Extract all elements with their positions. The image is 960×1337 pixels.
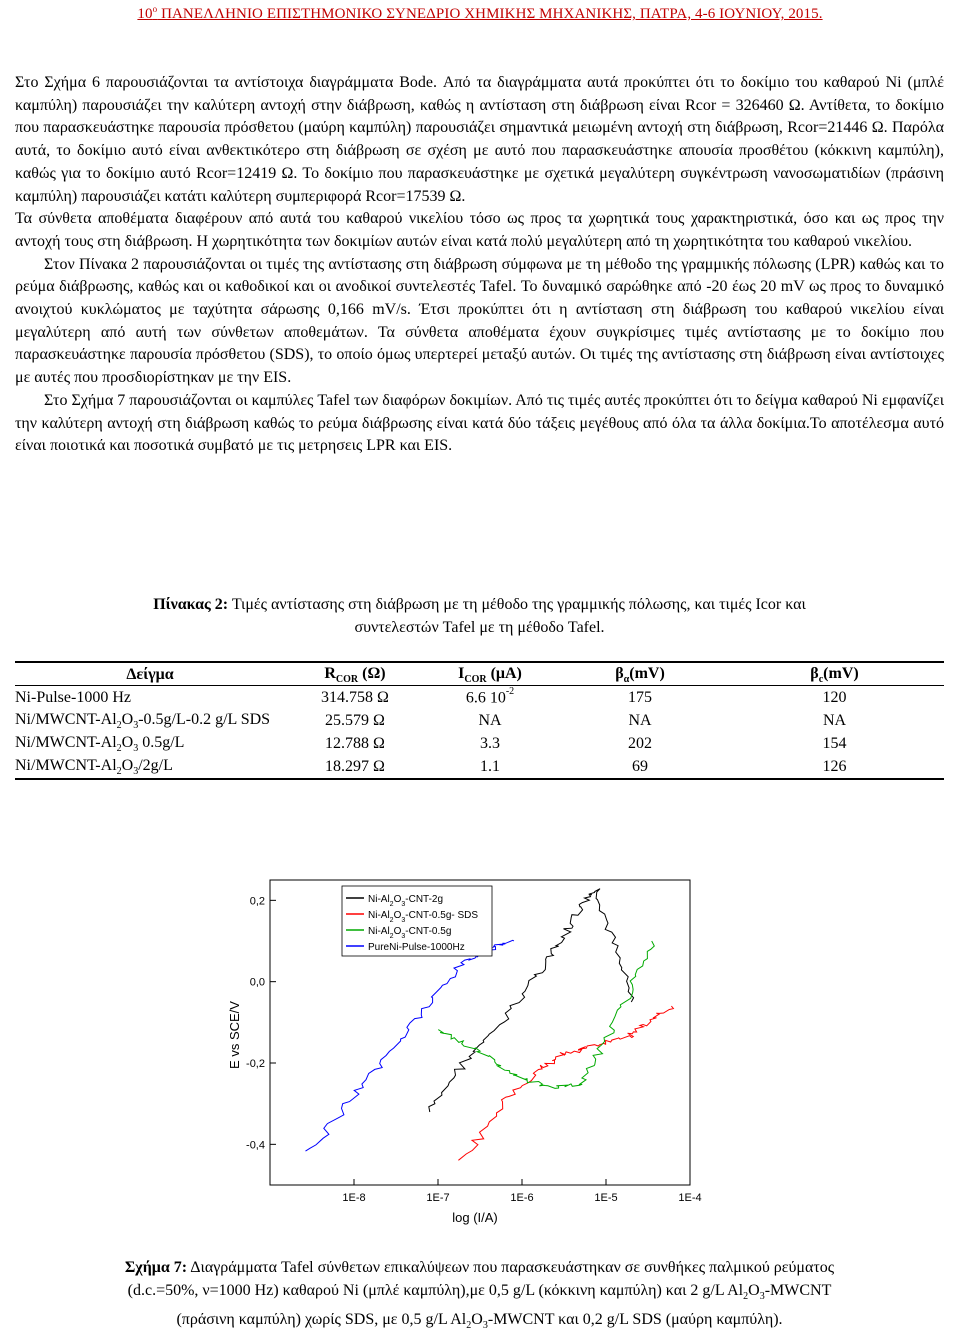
figure-caption-line2: (d.c.=50%, ν=1000 Hz) καθαρού Ni (μπλέ καμπύλη),με 0,5 g/L (κόκκινη καμπύλη) και 2 g/L Al	[127, 1282, 744, 1299]
legend-entry: PureNi-Pulse-1000Hz	[368, 942, 465, 953]
cell-icor: 1.1	[425, 755, 555, 779]
y-tick-label: 0,0	[249, 976, 265, 989]
y-tick-label: -0,2	[246, 1058, 265, 1070]
table-caption-label: Πίνακας 2:	[153, 596, 229, 613]
table-row	[15, 709, 944, 732]
cell-rcor: 18.297 Ω	[285, 755, 425, 779]
cell-icor: 6.6 $10^{-2}$	[465, 686, 515, 707]
cell-sample: $Ni/MWCNT-Al_2O_3/2g/L$	[15, 755, 285, 779]
header-sample: Δείγμα	[15, 662, 285, 686]
cell-beta-c: 154	[822, 734, 847, 752]
results-table	[15, 661, 944, 780]
table-caption-line2: συντελεστών Tafel με τη μέθοδο Tafel.	[354, 619, 605, 636]
cell-beta-a: 202	[628, 734, 652, 752]
paragraph-bode: Στο Σχήμα 6 παρουσιάζονται τα αντίστοιχα διαγράμματα Bode. Από τα διαγράμματα αυτά προκύπτει ότι το δοκίμιο του καθαρού Ni (μπλέ καμπύλη) παρουσιάζει την καλύτερη αντοχή στην διάβρωση, καθώς η αντίσταση στη διάβρωση είναι Rcor = 326460 Ω. Αντίθετα, το δοκίμιο που παρασκευάστηκε παρουσία πρόσθετου (μαύρη καμπύλη) παρουσιάζει σημαντικά μειωμένη αντοχή στη διάβρωση, Rcor=21446 Ω. Παρόλα αυτά, το δοκίμιο αυτό είναι ανθεκτικότερο στη διάβρωση σε σχέση με αυτό που παρασκευάστηκε απουσία προσθέτου (κόκκινη καμπύλη), καθώς για το δοκίμιο αυτό Rcor=12419 Ω. Το δοκίμιο που παρασκευάστηκε με σχετικά μεγαλύτερη συγκέντρωση νανοσωματιδίων (πράσινη καμπύλη) παρουσιάζει κατάτι καλύτερη συμπεριφορά Rcor=17539 Ω.	[15, 74, 944, 205]
cell-rcor: 12.788 Ω	[325, 734, 385, 752]
cell-icor: 3.3	[480, 734, 500, 752]
y-tick-label: -0,4	[246, 1139, 265, 1152]
body-text	[15, 72, 944, 458]
cell-sample: $Ni/MWCNT-Al_2O_3-0.5g/L-0.2$ g/L SDS	[15, 710, 271, 731]
x-tick-label: 1E-5	[594, 1192, 618, 1204]
x-tick-label: 1E-7	[426, 1192, 450, 1204]
table-caption-line1: Τιμές αντίστασης στη διάβρωση με τη μέθοδο της γραμμικής πόλωσης, και τιμές Icor και	[228, 596, 806, 613]
header-rest: ΠΑΝΕΛΛΗΝΙΟ ΕΠΙΣΤΗΜΟΝΙΚΟ ΣΥΝΕΔΡΙΟ ΧΗΜΙΚΗΣ ΜΗΧΑΝΙΚΗΣ, ΠΑΤΡΑ, 4-6 ΙΟΥΝΙΟΥ, 2015.	[157, 6, 823, 22]
cell-beta-c: 120	[822, 688, 847, 706]
paragraph-tafel: Στο Σχήμα 7 παρουσιάζονται οι καμπύλες Tafel των διαφόρων δοκιμίων. Από τις τιμές αυτές προκύπτει ότι το δείγμα καθαρού Ni εμφανίζει την καλύτερη αντοχή στη διάβρωση καθώς το ρεύμα διάβρωσης είναι κατά δύο τάξεις μεγέθους από όλα τα άλλα δοκίμια.Το αποτέλεσμα αυτό είναι ποιοτικά και ποσοτικά συμβατό με τις μετρησεις LPR και EIS.	[15, 391, 944, 455]
header-beta-a: $\beta_\alpha(mV)$	[555, 662, 725, 686]
cell-beta-a: 69	[555, 755, 725, 779]
cell-beta-a: NA	[628, 711, 652, 729]
x-axis-label: log (I/A)	[452, 1210, 498, 1225]
x-tick-label: 1E-6	[510, 1192, 534, 1204]
x-tick-label: 1E-4	[678, 1192, 702, 1204]
tafel-chart	[225, 870, 705, 1245]
table-row	[15, 686, 944, 710]
table-header-row	[15, 662, 944, 686]
table-row	[15, 732, 944, 755]
conference-header	[0, 4, 960, 23]
cell-rcor: 314.758 Ω	[321, 688, 389, 706]
cell-sample: Ni-Pulse-1000 Hz	[15, 688, 131, 706]
header-prefix: 10	[137, 6, 153, 22]
table-caption	[15, 593, 944, 639]
cell-icor: NA	[478, 711, 502, 729]
cell-sample: $Ni/MWCNT-Al_2O_3$ 0.5g/L	[15, 733, 185, 754]
legend-entry: $Ni-Al_2O_3-CNT-0.5g$	[368, 926, 452, 940]
header-beta-c: $\beta_c(mV)$	[725, 662, 944, 686]
header-icor: $I_{COR}$ (μA)	[425, 662, 555, 686]
header-sup: ο	[152, 4, 158, 14]
cell-beta-c: NA	[822, 711, 847, 729]
legend-entry: $Ni-Al_2O_3-CNT-2g$	[368, 894, 444, 908]
cell-beta-c: 126	[725, 755, 944, 779]
x-tick-label: 1E-8	[342, 1192, 366, 1204]
figure-caption-line3: (πράσινη καμπύλη) χωρίς SDS, με 0,5 g/L Al	[176, 1311, 467, 1329]
header-rcor: $R_{COR}$ (Ω)	[285, 662, 425, 686]
figure-caption-line1: Διαγράμματα Tafel σύνθετων επικαλύψεων που παρασκευάστηκαν σε συνθήκες παλμικού ρεύματος	[187, 1259, 835, 1276]
paragraph-composites: Τα σύνθετα αποθέματα διαφέρουν από αυτά του καθαρού νικελίου τόσο ως προς τα χωρητικά τους χαρακτηριστικά, όσο και ως προς την αντοχή τους στη διάβρωση. Η χωρητικότητα των δοκιμίων αυτών είναι κατά πολύ μεγαλύτερη από τη χωρητικότητα του καθαρού νικελίου.	[15, 210, 944, 250]
table-row	[15, 755, 944, 779]
legend-entry: $Ni-Al_2O_3-CNT-0.5g-$ SDS	[368, 910, 479, 924]
cell-rcor: 25.579 Ω	[325, 711, 385, 729]
paragraph-lpr: Στον Πίνακα 2 παρουσιάζονται οι τιμές της αντίστασης στη διάβρωση σύμφωνα με τη μέθοδο της γραμμικής πόλωσης (LPR) καθώς και το ρεύμα διάβρωσης, καθώς και οι καθοδικοί και οι ανοδικοί συντελεστές Tafel. Το δυναμικό σαρώθηκε από -20 έως 20 mV ως προς το δυναμικό ανοιχτού κυκλώματος με ταχύτητα σάρωσης 0,166 mV/s. Έτσι προκύπτει ότι η αντίσταση στη διάβρωση του καθαρού νικελίου είναι μεγαλύτερη από αυτή των σύνθετων αποθεμάτων. Τα σύνθετα αποθέματα έχουν συγκρίσιμες τιμές αντίστασης με το δοκίμιο που παρασκευάστηκε παρουσία πρόσθετου (SDS), το οποίο όμως υπερτερεί μεταξύ αυτών. Οι τιμές της αντίστασης στη διάβρωση είναι αντίστοιχες με αυτές που προσδιορίστηκαν με την EIS.	[15, 255, 944, 387]
figure-caption-label: Σχήμα 7:	[124, 1259, 188, 1276]
y-axis-label: E vs SCE/V	[227, 1001, 242, 1069]
cell-beta-a: 175	[628, 688, 652, 706]
figure-caption: Σχήμα 7: Διαγράμματα Tafel σύνθετων επικαλύψεων που παρασκευάστηκαν σε συνθήκες παλμικού ρεύματος (d.c.=50%, ν=1000 Hz) καθαρού Ni (μπλέ καμπύλη),με 0,5 g/L (κόκκινη καμπύλη) και 2 g/L $Al_2O_3$-MWCNT (πράσινη καμπύλη) χωρίς SDS, με 0,5 g/L $Al_2O_3$-MWCNT και 0,2 g/L SDS (μαύρη καμπύλη).	[124, 1259, 835, 1332]
y-tick-label: 0,2	[249, 895, 265, 908]
